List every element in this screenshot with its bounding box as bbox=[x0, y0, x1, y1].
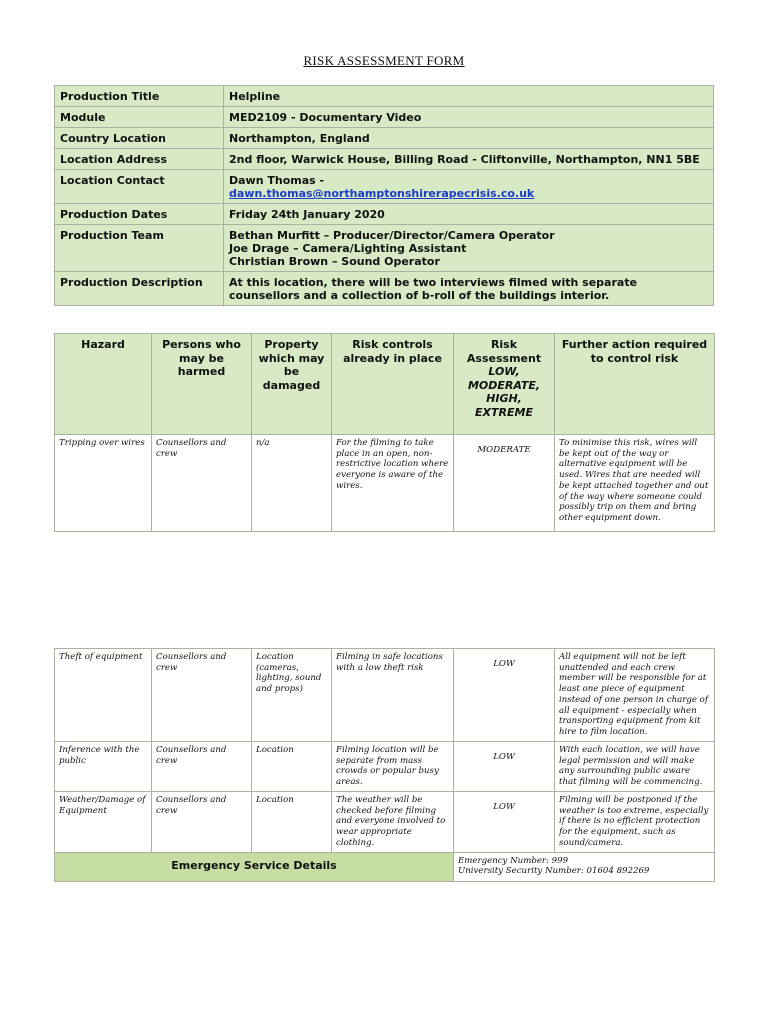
property-cell: Location bbox=[252, 792, 332, 853]
hazard-cell: Tripping over wires bbox=[55, 435, 152, 532]
info-value: 2nd floor, Warwick House, Billing Road - Cliftonville, Northampton, NN1 5BE bbox=[224, 149, 714, 170]
emergency-number: Emergency Number: 999 bbox=[458, 855, 569, 866]
table-row bbox=[55, 792, 715, 853]
team-member: Joe Drage – Camera/Lighting Assistant bbox=[229, 242, 467, 255]
info-row bbox=[55, 107, 714, 128]
col-assessment bbox=[454, 334, 555, 435]
further-cell: All equipment will not be left unattended and each crew member will be responsible for at least one piece of equipment instead of one person in charge of all equipment - especially when transporting equipment from kit hire to film location. bbox=[555, 649, 715, 742]
col-property: Property which may be damaged bbox=[252, 334, 332, 435]
risk-header-row bbox=[55, 334, 715, 435]
risk-table bbox=[54, 333, 715, 532]
info-row bbox=[55, 225, 714, 272]
table-row bbox=[55, 742, 715, 792]
table-row bbox=[55, 649, 715, 742]
risk-table-continued bbox=[54, 648, 715, 882]
further-cell: With each location, we will have legal permission and will make any surrounding public aware that filming will be commencing. bbox=[555, 742, 715, 792]
info-value bbox=[224, 170, 714, 204]
info-row bbox=[55, 204, 714, 225]
team-member: Christian Brown – Sound Operator bbox=[229, 255, 440, 268]
col-controls: Risk controls already in place bbox=[332, 334, 454, 435]
info-label: Location Address bbox=[55, 149, 224, 170]
emergency-details bbox=[454, 852, 715, 881]
persons-cell: Counsellors and crew bbox=[152, 742, 252, 792]
hazard-cell: Weather/Damage of Equipment bbox=[55, 792, 152, 853]
contact-email-link[interactable]: dawn.thomas@northamptonshirerapecrisis.co.uk bbox=[229, 187, 535, 200]
persons-cell: Counsellors and crew bbox=[152, 792, 252, 853]
persons-cell: Counsellors and crew bbox=[152, 649, 252, 742]
info-value: MED2109 - Documentary Video bbox=[224, 107, 714, 128]
assessment-levels: LOW, MODERATE, HIGH, EXTREME bbox=[467, 365, 541, 419]
info-value: Helpline bbox=[224, 86, 714, 107]
document-title: RISK ASSESSMENT FORM bbox=[303, 53, 465, 68]
production-info-table bbox=[54, 85, 714, 306]
controls-cell: Filming in safe locations with a low theft risk bbox=[332, 649, 454, 742]
controls-cell: Filming location will be separate from mass crowds or popular busy areas. bbox=[332, 742, 454, 792]
further-cell: To minimise this risk, wires will be kept out of the way or alternative equipment will be used. Wires that are needed will be kept attached together and out of the way where someone could possibly trip on them and bring other equipment down. bbox=[555, 435, 715, 532]
info-row bbox=[55, 170, 714, 204]
info-value bbox=[224, 225, 714, 272]
emergency-label: Emergency Service Details bbox=[55, 852, 454, 881]
info-value: Friday 24th January 2020 bbox=[224, 204, 714, 225]
info-label: Production Dates bbox=[55, 204, 224, 225]
further-cell: Filming will be postponed if the weather is too extreme, especially if there is no efficient protection for the equipment, such as sound/camera. bbox=[555, 792, 715, 853]
col-persons: Persons who may be harmed bbox=[152, 334, 252, 435]
info-label: Production Team bbox=[55, 225, 224, 272]
info-value: Northampton, England bbox=[224, 128, 714, 149]
contact-name: Dawn Thomas - bbox=[229, 174, 325, 187]
info-label: Location Contact bbox=[55, 170, 224, 204]
info-row bbox=[55, 128, 714, 149]
university-security-number: University Security Number: 01604 892269 bbox=[458, 866, 650, 877]
controls-cell: The weather will be checked before filming and everyone involved to wear appropriate clothing. bbox=[332, 792, 454, 853]
property-cell: n/a bbox=[252, 435, 332, 532]
hazard-cell: Inference with the public bbox=[55, 742, 152, 792]
info-row bbox=[55, 86, 714, 107]
col-hazard: Hazard bbox=[55, 334, 152, 435]
info-row bbox=[55, 272, 714, 306]
info-row bbox=[55, 149, 714, 170]
assessment-cell: MODERATE bbox=[454, 435, 555, 532]
col-further: Further action required to control risk bbox=[555, 334, 715, 435]
assessment-cell: LOW bbox=[454, 792, 555, 853]
emergency-row bbox=[55, 852, 715, 881]
table-row bbox=[55, 435, 715, 532]
info-label: Module bbox=[55, 107, 224, 128]
info-value: At this location, there will be two interviews filmed with separate counsellors and a collection of b-roll of the buildings interior. bbox=[224, 272, 714, 306]
property-cell: Location (cameras, lighting, sound and props) bbox=[252, 649, 332, 742]
team-member: Bethan Murfitt – Producer/Director/Camera Operator bbox=[229, 229, 555, 242]
assessment-title: Risk Assessment bbox=[466, 338, 542, 365]
hazard-cell: Theft of equipment bbox=[55, 649, 152, 742]
assessment-cell: LOW bbox=[454, 649, 555, 742]
property-cell: Location bbox=[252, 742, 332, 792]
assessment-cell: LOW bbox=[454, 742, 555, 792]
info-label: Production Description bbox=[55, 272, 224, 306]
info-label: Production Title bbox=[55, 86, 224, 107]
persons-cell: Counsellors and crew bbox=[152, 435, 252, 532]
info-label: Country Location bbox=[55, 128, 224, 149]
controls-cell: For the filming to take place in an open, non-restrictive location where everyone is aware of the wires. bbox=[332, 435, 454, 532]
